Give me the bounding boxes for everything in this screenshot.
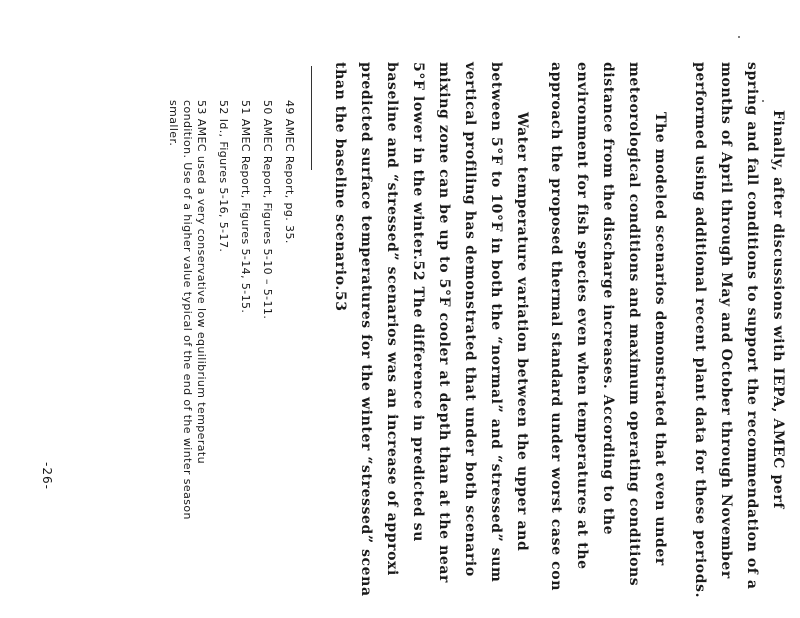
body-line-11: between 5°F to 10°F in both the “normal” and “stressed” sum xyxy=(488,62,504,583)
body-line-7: distance from the discharge increases. According to the xyxy=(600,62,616,536)
page-number: -26- xyxy=(40,462,54,490)
body-line-9: approach the proposed thermal standard under worst case con xyxy=(548,62,564,592)
footnote-51: 51 AMEC Report, Figures 5-14, 5-15. xyxy=(239,100,252,314)
body-line-12: vertical profiling has demonstrated that under both scenario xyxy=(462,62,478,577)
footnote-50: 50 AMEC Report, Figures 5-10 – 5-11. xyxy=(261,100,274,320)
body-line-5: The modeled scenarios demonstrated that even under xyxy=(652,112,668,566)
body-line-2: spring and fall conditions to support the recommendation of a xyxy=(744,62,760,590)
body-line-13: mixing zone can be up to 5°F cooler at depth than at the near xyxy=(436,62,452,584)
body-line-15: baseline and “stressed” scenarios was an increase of approxi xyxy=(384,62,400,576)
body-line-10: Water temperature variation between the upper and xyxy=(514,112,530,552)
body-line-4: performed using additional recent plant data for these periods. xyxy=(692,62,708,599)
scan-speck xyxy=(738,36,740,38)
scan-speck xyxy=(762,100,764,102)
body-line-3: months of April through May and October through November xyxy=(718,62,734,579)
body-line-8: environment for fish species even when temperatures at the xyxy=(574,62,590,570)
footnote-53-cont: condition. Use of a higher value typical of the end of the winter season xyxy=(181,100,194,520)
footnote-53-end: smaller. xyxy=(167,100,180,147)
body-line-16: predicted surface temperatures for the winter “stressed” scena xyxy=(358,62,374,597)
footnote-separator xyxy=(311,66,312,170)
body-line-14: 5°F lower in the winter.52 The difference in predicted su xyxy=(410,62,426,543)
body-line-17: than the baseline scenario.53 xyxy=(332,62,348,312)
footnote-49: 49 AMEC Report, pg. 35. xyxy=(283,100,296,244)
footnote-53: 53 AMEC used a very conservative low equilibrium temperatu xyxy=(195,100,208,465)
footnote-52: 52 Id., Figures 5-16, 5-17. xyxy=(217,100,230,253)
body-line-6: meteorological conditions and maximum operating conditions xyxy=(626,62,642,587)
body-line-1: Finally, after discussions with IEPA, AMEC perf xyxy=(770,110,786,510)
